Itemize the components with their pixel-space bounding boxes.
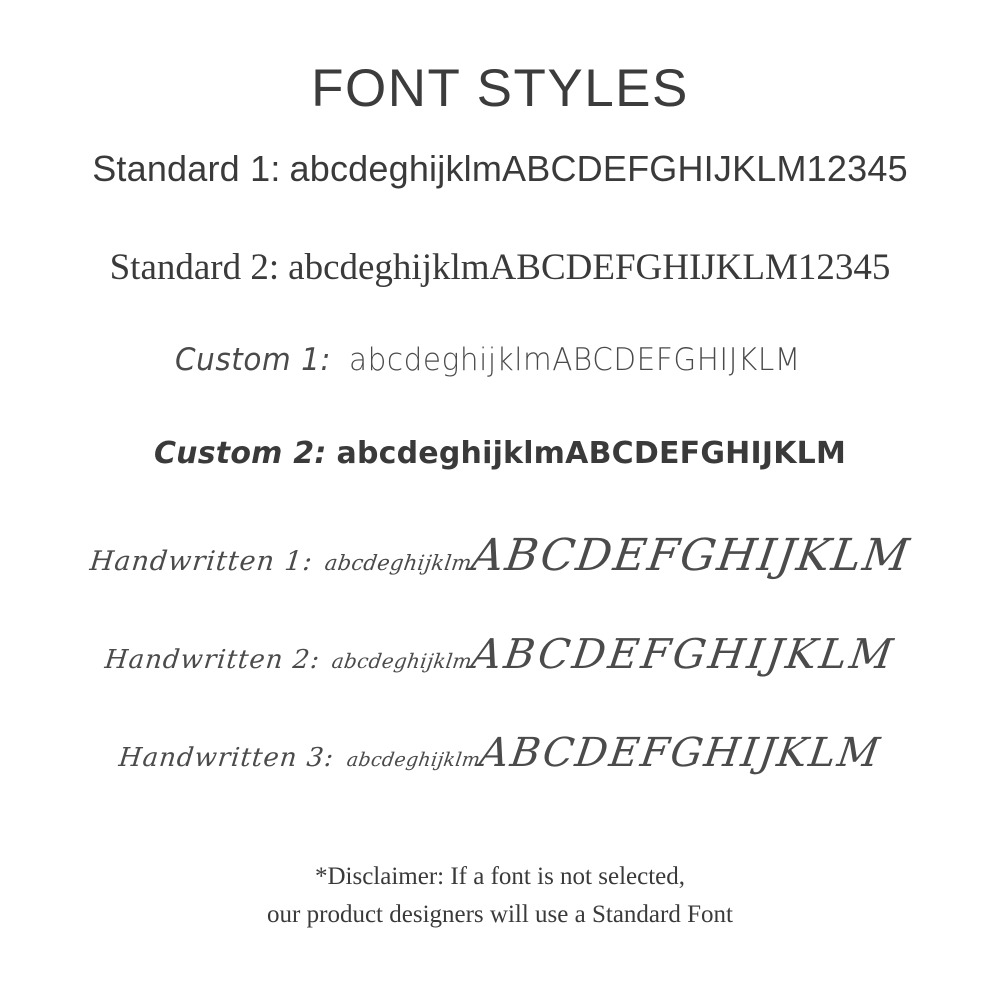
font-row-sample-lowercase: abcdeghijklm [330, 649, 474, 673]
disclaimer-line-2: our product designers will use a Standard Font [267, 901, 733, 928]
font-row-sample: abcdeghijklmABCDEFGHIJKLM [349, 342, 802, 378]
page-title: FONT STYLES [311, 59, 689, 118]
font-row-label: Custom 1: [175, 342, 332, 378]
font-row-label: Custom 2: [153, 436, 327, 471]
font-row-sample: abcdeghijklmABCDEFGHIJKLM [336, 436, 847, 471]
font-row-sample-uppercase: ABCDEFGHIJKLM [476, 730, 884, 776]
font-row-label: Standard 1: [92, 148, 281, 189]
font-row-sample-lowercase: abcdeghijklm [345, 749, 482, 771]
disclaimer-line-1: *Disclaimer: If a font is not selected, [314, 863, 686, 890]
font-row-standard-2 [0, 246, 1000, 342]
font-row-label: Handwritten 1: [88, 546, 315, 577]
font-row-label: Standard 2: [109, 247, 280, 288]
font-row-sample-uppercase: ABCDEFGHIJKLM [468, 530, 914, 581]
font-row-standard-1 [0, 148, 1000, 246]
font-row-sample: abcdeghijklmABCDEFGHIJKLM12345 [288, 247, 891, 288]
font-row-label: Handwritten 3: [117, 743, 337, 773]
font-sample-list [0, 148, 1000, 830]
disclaimer [0, 858, 1000, 934]
font-row-custom-1 [0, 342, 1000, 436]
font-row-custom-2 [0, 436, 1000, 530]
font-row-sample-uppercase: ABCDEFGHIJKLM [468, 630, 899, 678]
font-row-handwritten-1 [0, 530, 1000, 630]
font-row-sample-lowercase: abcdeghijklm [323, 551, 474, 575]
font-row-handwritten-3 [0, 730, 1000, 830]
font-row-sample: abcdeghijklmABCDEFGHIJKLM12345 [289, 148, 908, 189]
font-row-label: Handwritten 2: [103, 645, 322, 675]
font-row-handwritten-2 [0, 630, 1000, 730]
